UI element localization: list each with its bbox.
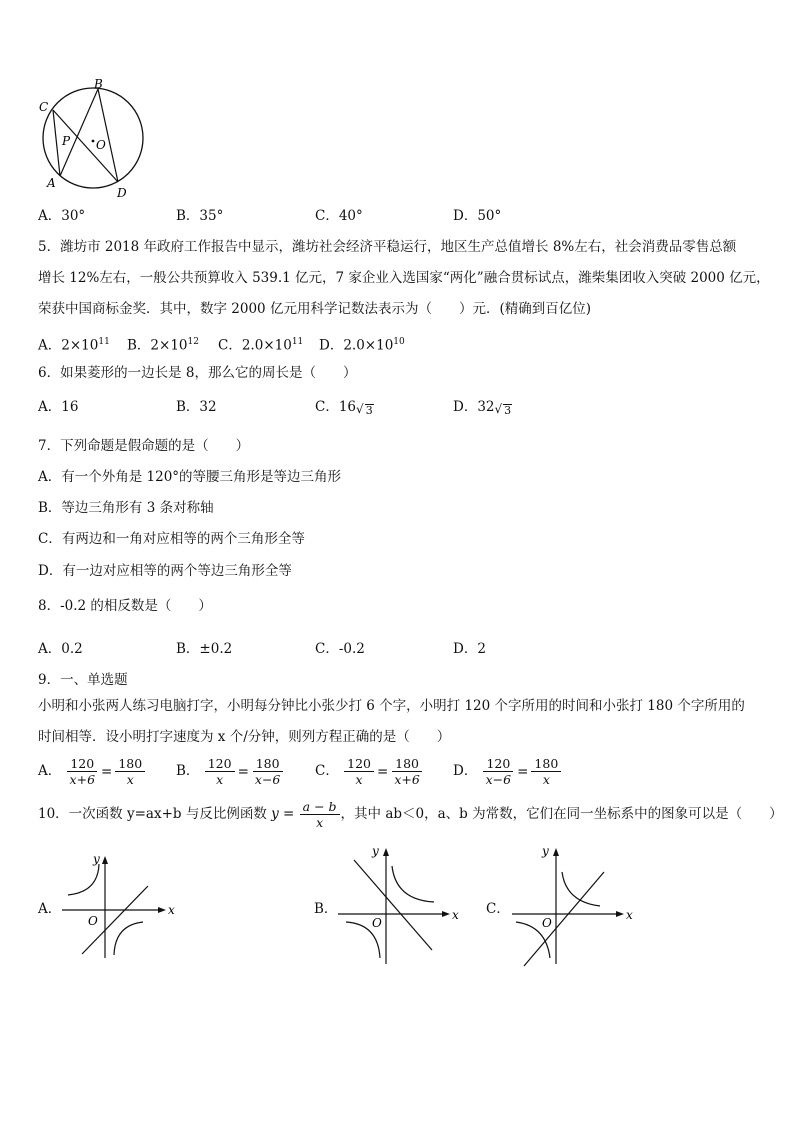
- svg-text:y: y: [93, 852, 100, 866]
- svg-text:O: O: [372, 916, 382, 930]
- label-a: A: [47, 176, 56, 190]
- q6-option-c[interactable]: C．16√ 3: [315, 399, 373, 417]
- q5-option-d[interactable]: D．$2.0\times 10^{10}$: [319, 337, 405, 354]
- q9-option-a[interactable]: A． $\frac{120}{x+6}$ = $\frac{180}{x}$: [38, 752, 146, 791]
- q5-line-1: 5．潍坊市 2018 年政府工作报告中显示，潍坊社会经济平稳运行，地区生产总值增长 8%左右，社会消费品零售总额: [38, 239, 737, 255]
- fraction: $\frac{120}{x-6}$: [483, 756, 514, 787]
- q8-option-a[interactable]: A．0.2: [38, 641, 83, 657]
- fraction: $\frac{180}{x}$: [531, 756, 561, 787]
- q10-graph-b[interactable]: [334, 840, 460, 968]
- q6-option-a[interactable]: A．16: [38, 399, 79, 415]
- q7-option-a[interactable]: A．有一个外角是 120°的等腰三角形是等边三角形: [38, 469, 342, 485]
- q10-option-a-letter[interactable]: A．: [38, 901, 62, 917]
- svg-text:x: x: [452, 908, 459, 922]
- q7-option-c[interactable]: C．有两边和一角对应相等的两个三角形全等: [38, 531, 305, 547]
- q7-option-d[interactable]: D．有一边对应相等的两个等边三角形全等: [38, 563, 292, 579]
- q4-option-a[interactable]: A．30°: [38, 208, 86, 224]
- label-c: C: [39, 100, 49, 114]
- q4-option-d[interactable]: D．50°: [453, 208, 502, 224]
- q6-stem: 6．如果菱形的一边长是 8，那么它的周长是（ ）: [38, 365, 357, 381]
- label-b: B: [94, 77, 103, 91]
- svg-text:y: y: [542, 844, 549, 858]
- q8-option-b[interactable]: B．±0.2: [176, 641, 233, 657]
- fraction: $\frac{180}{x+6}$: [391, 756, 422, 787]
- q5-option-b[interactable]: B．$2\times 10^{12}$: [127, 337, 199, 354]
- q9-line-2: 时间相等．设小明打字速度为 x 个/分钟，则列方程正确的是（ ）: [38, 729, 451, 745]
- q5-option-c[interactable]: C．$2.0\times 10^{11}$: [218, 337, 304, 354]
- q10-stem: 10．一次函数 y=ax+b 与反比例函数 y = $\frac{a - b}{x}$ ，其中 ab＜0，a、b 为常数，它们在同一坐标系中的图象可以是（ ）: [38, 799, 783, 830]
- svg-text:x: x: [626, 908, 633, 922]
- q7-stem: 7．下列命题是假命题的是（ ）: [38, 438, 250, 454]
- q9-option-d[interactable]: D． $\frac{120}{x-6}$ = $\frac{180}{x}$: [453, 752, 562, 791]
- svg-text:O: O: [88, 914, 98, 928]
- fraction: $\frac{180}{x-6}$: [252, 756, 283, 787]
- q5-line-3: 荣获中国商标金奖．其中，数字 2000 亿元用科学记数法表示为（ ）元．(精确到百亿位): [38, 301, 591, 317]
- q10-option-c-letter[interactable]: C．: [486, 901, 510, 917]
- q7-option-b[interactable]: B．等边三角形有 3 条对称轴: [38, 500, 214, 516]
- q5-option-a[interactable]: A．$2\times 10^{11}$: [38, 337, 110, 354]
- q9-option-b[interactable]: B． $\frac{120}{x}$ = $\frac{180}{x-6}$: [176, 752, 284, 791]
- svg-text:x: x: [168, 903, 175, 917]
- svg-text:O: O: [542, 916, 552, 930]
- q6-option-d[interactable]: D．32√ 3: [453, 399, 512, 417]
- sqrt-icon: √: [356, 402, 364, 416]
- fraction: $\frac{a - b}{x}$: [300, 799, 340, 830]
- fraction: $\frac{120}{x}$: [205, 756, 235, 787]
- q10-graph-c[interactable]: [508, 840, 638, 968]
- q8-stem: 8．-0.2 的相反数是（ ）: [38, 598, 212, 614]
- q4-option-b[interactable]: B．35°: [176, 208, 224, 224]
- q4-option-c[interactable]: C．40°: [315, 208, 363, 224]
- q9-heading: 9．一、单选题: [38, 672, 128, 688]
- q8-option-d[interactable]: D．2: [453, 641, 486, 657]
- q6-option-b[interactable]: B．32: [176, 399, 217, 415]
- label-p: P: [62, 134, 71, 148]
- circle-figure: [36, 76, 148, 202]
- sqrt-icon: √: [494, 402, 503, 416]
- label-d: D: [117, 186, 127, 200]
- q9-line-1: 小明和小张两人练习电脑打字，小明每分钟比小张少打 6 个字，小明打 120 个字所用的时间和小张打 180 个字所用的: [38, 698, 745, 714]
- fraction: $\frac{120}{x}$: [344, 756, 374, 787]
- fraction: $\frac{120}{x+6}$: [67, 756, 98, 787]
- q10-option-b-letter[interactable]: B．: [314, 901, 338, 917]
- label-o: O: [96, 138, 106, 152]
- q8-option-c[interactable]: C．-0.2: [315, 641, 365, 657]
- fraction: $\frac{180}{x}$: [115, 756, 145, 787]
- q5-line-2: 增长 12%左右，一般公共预算收入 539.1 亿元，7 家企业入选国家“两化”融合贯标试点，潍柴集团收入突破 2000 亿元，: [38, 270, 770, 286]
- q10-graph-a[interactable]: [58, 846, 184, 964]
- q9-option-c[interactable]: C． $\frac{120}{x}$ = $\frac{180}{x+6}$: [315, 752, 424, 791]
- svg-text:y: y: [372, 844, 379, 858]
